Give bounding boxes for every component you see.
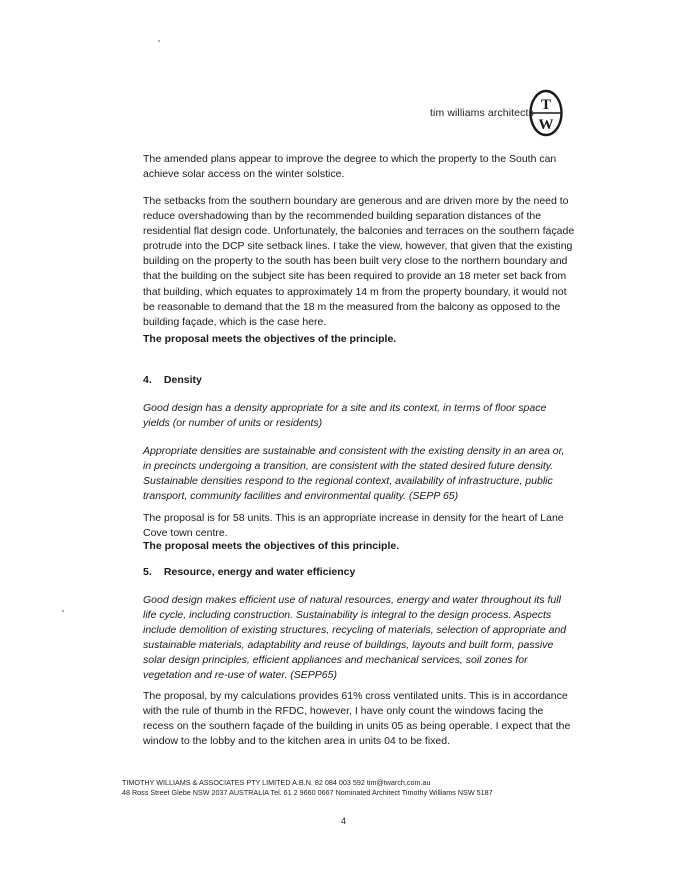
page-number: 4 bbox=[341, 816, 347, 826]
section-5-number: 5. bbox=[143, 566, 152, 578]
section-5-heading bbox=[143, 566, 355, 578]
section-4-conclusion: The proposal meets the objectives of this principle. bbox=[143, 540, 400, 552]
footer bbox=[122, 778, 493, 797]
brand-name: tim williams architects bbox=[430, 107, 534, 119]
paragraph-solar-access: The amended plans appear to improve the degree to which the property to the South can achieve solar access on the winter solstice. bbox=[143, 153, 557, 181]
section-5-title: Resource, energy and water efficiency bbox=[163, 566, 356, 578]
section-4-heading bbox=[143, 374, 202, 386]
paragraph-principle-conclusion: The proposal meets the objectives of the principle. bbox=[143, 333, 397, 345]
section-5-quote: Good design makes efficient use of natural resources, energy and water throughout its full life cycle, including construction. Sustainability is integral to the design process. Aspects include demolition of existing structures, recycling of materials, selection of appropriate and sustainable materials, adaptability and reuse of buildings, layouts and built form, passive solar design principles, efficient appliances and mechanical services, soil zones for vegetation and re-use of water. (SEPP65) bbox=[143, 594, 567, 682]
logo-letter-t: T bbox=[540, 97, 552, 113]
tw-logo bbox=[528, 88, 564, 138]
scan-speck bbox=[158, 40, 160, 42]
section-4-quote-2: Appropriate densities are sustainable and consistent with the existing density in an area or, in precincts undergoing a transition, are consistent with the stated desired future density. Sustainable densities respond to the regional context, availability of infrastructure, public transport, community facilities and environmental quality. (SEPP 65) bbox=[143, 445, 565, 503]
section-4-number: 4. bbox=[143, 374, 152, 386]
footer-line-2: 48 Ross Street Glebe NSW 2037 AUSTRALIA Tel. 61 2 9660 0667 Nominated Architect Timothy Williams NSW 5187 bbox=[122, 787, 493, 797]
section-4-quote-1: Good design has a density appropriate for a site and its context, in terms of floor space yields (or number of units or residents) bbox=[143, 402, 547, 430]
scan-speck bbox=[62, 610, 64, 612]
paragraph-setbacks: The setbacks from the southern boundary are generous and are driven more by the need to reduce overshadowing than by the recommended building separation distances of the residential flat design code. Unfortunately, the balconies and terraces on the southern façade protrude into the DCP site setback lines. I take the view, however, that given that the existing building on the property to the south has been built very close to the northern boundary and that the building on the subject site has been required to provide an 18 meter set back from that building, which equates to approximately 14 m from the property boundary, it would not be reasonable to demand that the 18 m the measured from the balcony as opposed to the building façade, which is the case here. bbox=[143, 195, 575, 328]
section-5-body: The proposal, by my calculations provides 61% cross ventilated units. This is in accordance with the rule of thumb in the RFDC, however, I have only count the windows facing the recess on the southern façade of the building in units 05 as being operable. I expect that the window to the lobby and to the kitchen area in units 04 to be fixed. bbox=[143, 690, 571, 748]
logo-letter-w: W bbox=[538, 117, 554, 133]
section-4-title: Density bbox=[163, 374, 202, 386]
footer-line-1: TIMOTHY WILLIAMS & ASSOCIATES PTY LIMITED A.B.N. 82 084 003 592 tim@twarch.com.au bbox=[122, 778, 431, 787]
section-4-body: The proposal is for 58 units. This is an appropriate increase in density for the heart of Lane Cove town centre. bbox=[143, 512, 564, 540]
